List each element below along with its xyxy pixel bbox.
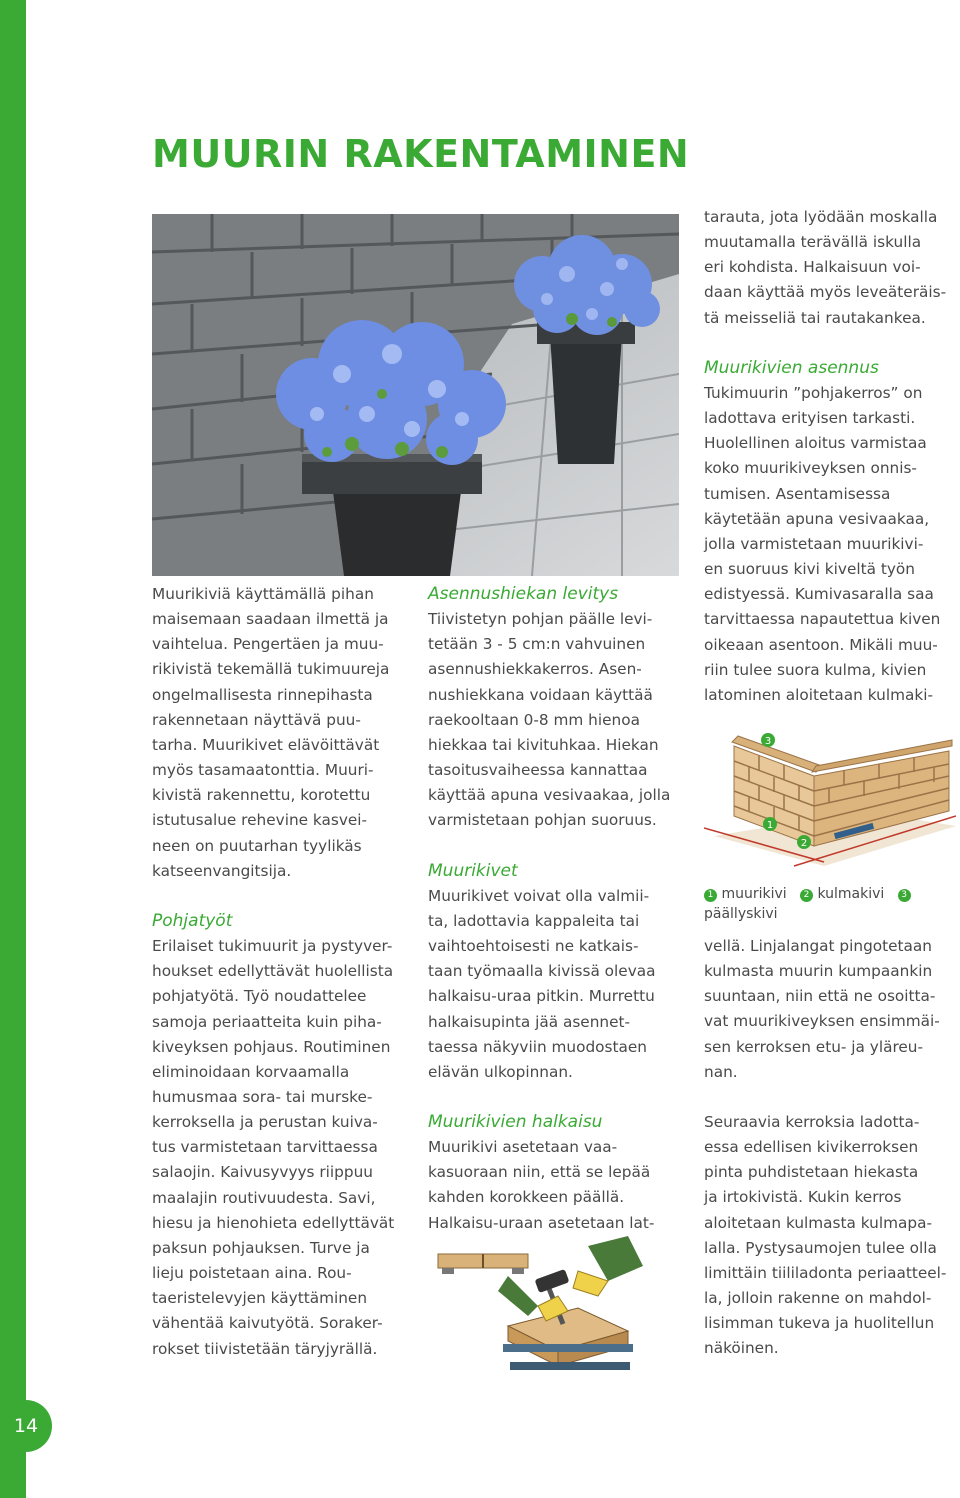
- legend-label-1: muurikivi: [721, 886, 787, 902]
- diagram-label-1: 1: [766, 820, 774, 831]
- legend-number-1: 1: [704, 889, 717, 902]
- continuation2-paragraph: vellä. Linjalangat pingotetaan kulmasta muurin kumpaankin suuntaan, niin että ne osoitta- vat muurikiveyksen ensimmäi- sen kerroksen etu- ja yläreu- nan.: [704, 937, 940, 1081]
- diagram-label-3: 3: [764, 736, 772, 747]
- diagram-label-2: 2: [800, 838, 808, 849]
- stone-splitting-illustration: [428, 1236, 668, 1376]
- garden-photo: [152, 214, 679, 576]
- column-3: [704, 205, 960, 708]
- green-side-bar: [0, 0, 26, 1498]
- column-3-lower: [704, 934, 960, 1362]
- seuraavia-paragraph: Seuraavia kerroksia ladotta- essa edellisen kivikerroksen pinta puhdistetaan hiekasta ja irtokivistä. Kukin kerros aloitetaan kulmasta kulmapa- lalla. Pystysaumojen tulee olla limittäin tiililadonta periaatteel- la, jolloin rakenne on mahdol- lisimman tukeva ja huolitellun näköinen.: [704, 1112, 947, 1358]
- heading-asennushiekan-levitys: Asennushiekan levitys: [428, 584, 619, 604]
- page-number: 14: [0, 1400, 52, 1452]
- continuation-paragraph: tarauta, jota lyödään moskalla muutamalla terävällä iskulla eri kohdista. Halkaisuun voi- daan käyttää myös leveäteräis- tä meisseliä tai rautakankea.: [704, 208, 947, 327]
- muurikivet-paragraph: Muurikivet voivat olla valmii- ta, ladottavia kappaleita tai vaihtoehtoisesti ne katkais- taan työmaalla kivissä olevaa halkaisu-uraa pitkin. Murrettu halkaisupinta jää asennet- taessa näkyviin muodostaen elävän ulkopinnan.: [428, 886, 656, 1081]
- page-title: MUURIN RAKENTAMINEN: [152, 132, 690, 176]
- wall-building-diagram: [704, 716, 956, 884]
- legend-number-2: 2: [800, 889, 813, 902]
- heading-muurikivet: Muurikivet: [428, 860, 518, 881]
- asennus-paragraph: Tukimuurin ”pohjakerros” on ladottava erityisen tarkasti. Huolellinen aloitus varmistaa koko muurikiveyksen onnis- tumisen. Asentamisessa käytetään apuna vesivaakaa, jolla varmistetaan muurikivi- en suoruus kivi kiveltä työn edistyessä. Kumivasaralla saa tarvittaessa napautettua kiven oikeaan asentoon. Mikäli muu- riin tulee suora kulma, kivien latominen aloitetaan kulmaki-: [704, 383, 941, 704]
- asennushiekka-paragraph: Tiivistetyn pohjan päälle levi- tetään 3 - 5 cm:n vahvuinen asennushiekkakerros. Asen- nushiekkana voidaan käyttää raekooltaan 0-8 mm hienoa hiekkaa tai kivituhkaa. Hiekan tasoitusvaiheessa kannattaa käyttää apuna vesivaakaa, jolla varmistetaan pohjan suoruus.: [428, 610, 671, 830]
- garden-photo-illustration: [152, 214, 679, 576]
- halkaisu-paragraph: Muurikivi asetetaan vaa- kasuoraan niin, että se lepää kahden korokkeen päällä. Halkaisu-uraan asetetaan lat-: [428, 1138, 655, 1232]
- column-2: [428, 582, 690, 1236]
- heading-pohjatyot: Pohjatyöt: [152, 910, 233, 931]
- diagram-legend: [704, 884, 960, 924]
- legend-number-3: 3: [898, 889, 911, 902]
- heading-muurikivien-asennus: Muurikivien asennus: [704, 357, 879, 378]
- intro-paragraph: Muurikiviä käyttämällä pihan maisemaan saadaan ilmettä ja vaihtelua. Pengertäen ja muu- rikivistä tekemällä tukimuureja ongelmallisesta rinnepihasta rakennetaan näyttävä puu- tarha. Muurikivet elävöittävät myös tasamaatonttia. Muuri- kivistä rakennettu, korotettu istutusalue rehevine kasvei- neen on puutarhan tyylikäs katseenvangitsija.: [152, 585, 390, 880]
- legend-label-3: päällyskivi: [704, 906, 778, 922]
- heading-muurikivien-halkaisu: Muurikivien halkaisu: [428, 1111, 603, 1132]
- pohjatyot-paragraph: Erilaiset tukimuurit ja pystyver- houkset edellyttävät huolellista pohjatyötä. Työ noudattelee samoja periaatteita kuin piha- kiveyksen pohjaus. Routiminen eliminoidaan korvaamalla humusmaa sora- tai murske- kerroksella ja perustan kuiva- tus varmistetaan tarvittaessa salaojin. Kaivusyvyys riippuu maalajin routivuudesta. Savi, hiesu ja hienohieta edellyttävät paksun pohjauksen. Turve ja lieju poistetaan aina. Rou- taeristelevyjen käyttäminen vähentää kaivutyötä. Soraker- rokset tiivistetään täryjyrällä.: [152, 937, 395, 1358]
- column-1: [152, 582, 414, 1362]
- legend-label-2: kulmakivi: [817, 886, 885, 902]
